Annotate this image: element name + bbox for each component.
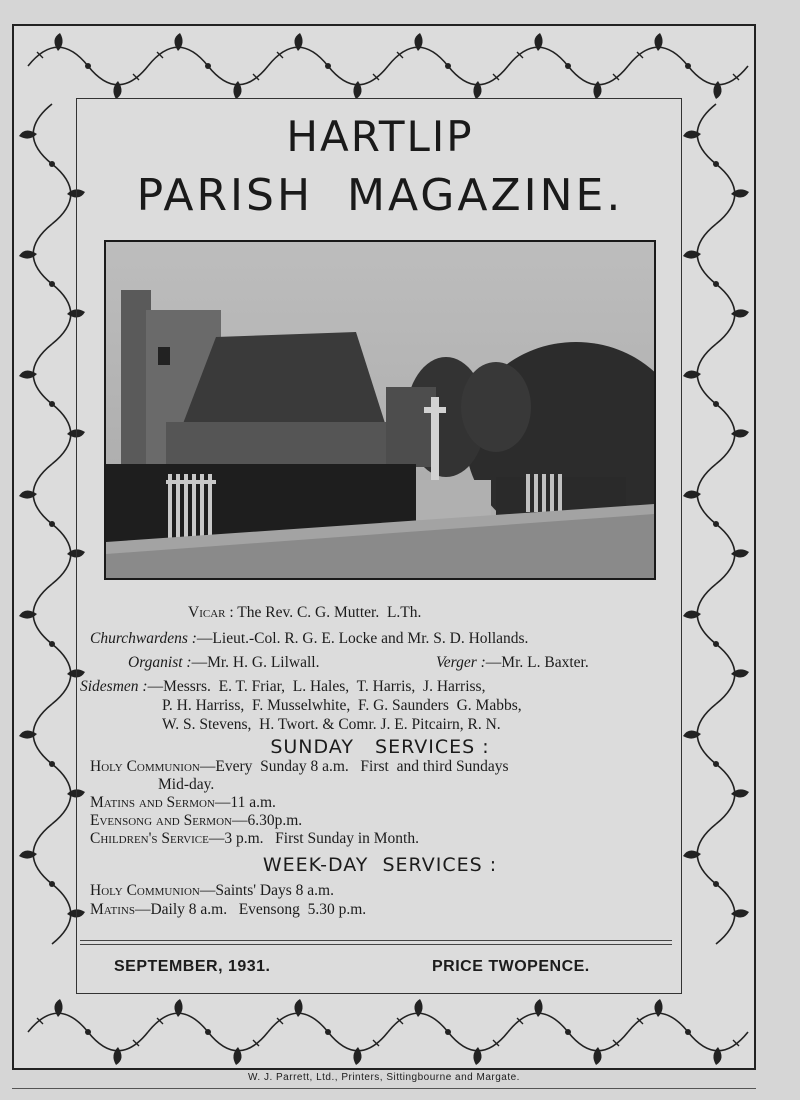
sunday-evensong-text: —6.30p.m. xyxy=(231,812,303,829)
issue-date: SEPTEMBER, 1931. xyxy=(114,958,271,975)
footer-rule xyxy=(80,940,672,941)
weekday-matins-text: —Daily 8 a.m. Evensong 5.30 p.m. xyxy=(134,901,367,918)
footer-rule-2 xyxy=(80,944,672,945)
sunday-children-text: —3 p.m. First Sunday in Month. xyxy=(208,830,419,847)
sidesmen-names-3: W. S. Stevens, H. Twort. & Comr. J. E. Pitcairn, R. N. xyxy=(162,716,501,733)
printer-credit: W. J. Parrett, Ltd., Printers, Sittingbourne and Margate. xyxy=(248,1072,520,1083)
page-bottom-rule xyxy=(12,1088,756,1089)
sunday-evensong-label: Evensong and Sermon xyxy=(90,812,232,829)
weekday-services-heading: WEEK-DAY SERVICES : xyxy=(262,854,498,876)
organist-name: —Mr. H. G. Lilwall. xyxy=(191,654,320,671)
masthead-line2: PARISH MAGAZINE. xyxy=(136,170,624,221)
weekday-holy-communion xyxy=(90,882,334,900)
sunday-holy-communion xyxy=(90,758,509,776)
churchwardens-label: Churchwardens : xyxy=(90,630,197,647)
sunday-matins xyxy=(90,794,276,812)
verger-name: —Mr. L. Baxter. xyxy=(485,654,589,671)
sunday-hc-text: —Every Sunday 8 a.m. First and third Sundays xyxy=(199,758,509,775)
sunday-matins-text: —11 a.m. xyxy=(214,794,276,811)
sidesmen-names-2: P. H. Harriss, F. Musselwhite, F. G. Saunders G. Mabbs, xyxy=(162,697,522,714)
weekday-hc-label: Holy Communion xyxy=(90,882,200,899)
sunday-hc-label: Holy Communion xyxy=(90,758,200,775)
price: PRICE TWOPENCE. xyxy=(432,958,590,975)
sidesmen-line-1 xyxy=(80,678,485,696)
sunday-evensong xyxy=(90,812,302,830)
organist-line xyxy=(128,654,319,672)
vicar-label: Vicar : xyxy=(188,604,234,621)
sidesmen-label: Sidesmen : xyxy=(80,678,148,695)
sunday-children-label: Children's Service xyxy=(90,830,209,847)
churchwardens-names: —Lieut.-Col. R. G. E. Locke and Mr. S. D. Hollands. xyxy=(196,630,529,647)
weekday-matins-label: Matins xyxy=(90,901,135,918)
verger-label: Verger : xyxy=(436,654,486,671)
verger-line xyxy=(436,654,589,672)
sidesmen-names-1: —Messrs. E. T. Friar, L. Hales, T. Harris, J. Harriss, xyxy=(147,678,486,695)
sunday-childrens-service xyxy=(90,830,419,848)
sunday-services-heading: SUNDAY SERVICES : xyxy=(270,736,490,758)
weekday-matins xyxy=(90,901,366,919)
masthead-line1: HARTLIP xyxy=(286,112,474,161)
church-photograph xyxy=(104,240,656,580)
sunday-matins-label: Matins and Sermon xyxy=(90,794,215,811)
vicar-line xyxy=(188,604,421,622)
vicar-name: The Rev. C. G. Mutter. L.Th. xyxy=(237,604,422,621)
churchwardens-line xyxy=(90,630,528,648)
sunday-hc-text-cont: Mid-day. xyxy=(158,776,215,793)
organist-label: Organist : xyxy=(128,654,192,671)
weekday-hc-text: —Saints' Days 8 a.m. xyxy=(199,882,334,899)
